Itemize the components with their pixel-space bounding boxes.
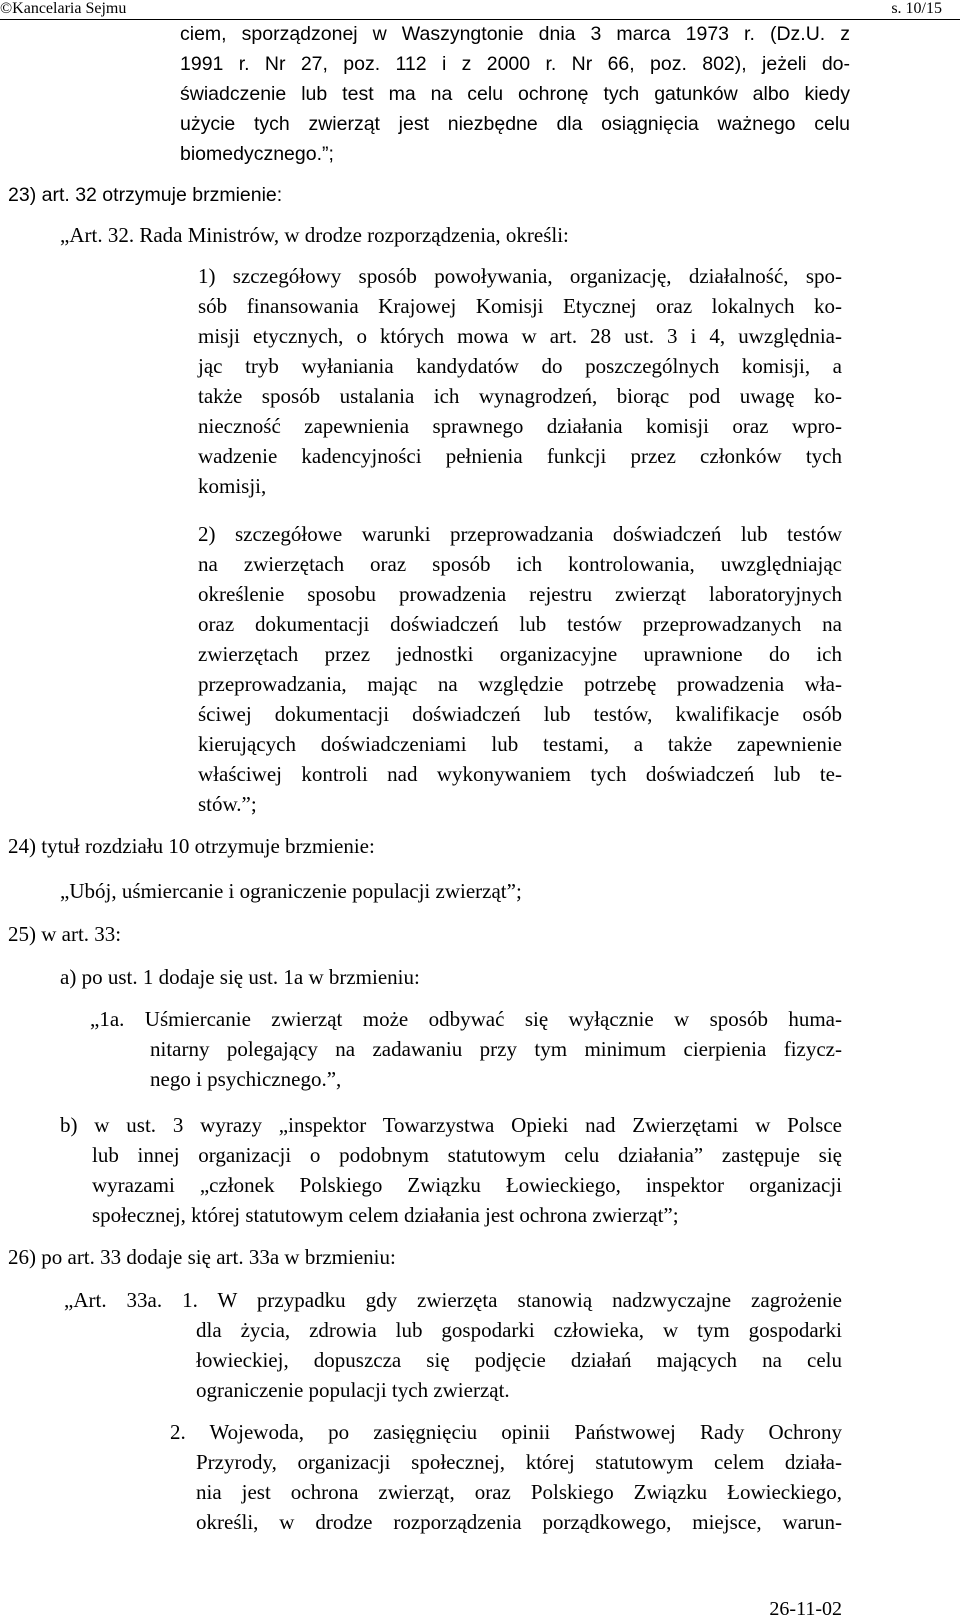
cont-line-3: świadczenie lub test ma na celu ochronę tych gatunków albo kiedy — [180, 83, 850, 105]
art-33a-1-line: ograniczenie populacji tych zwierząt. — [196, 1378, 510, 1402]
art-33a-2-line: określi, w drodze rozporządzenia porządkowego, miejsce, warun- — [196, 1510, 842, 1534]
item-1-line: wadzenie kadencyjności pełnienia funkcji przez członków tych — [198, 444, 842, 468]
cont-line-1: ciem, sporządzonej w Waszyngtonie dnia 3 marca 1973 r. (Dz.U. z — [180, 23, 850, 45]
point-26: 26) po art. 33 dodaje się art. 33a w brzmieniu: — [8, 1245, 396, 1269]
art-33a-1-line: „Art. 33a. 1. W przypadku gdy zwierzęta stanowią nadzwyczajne zagrożenie — [64, 1288, 842, 1312]
point-23: 23) art. 32 otrzymuje brzmienie: — [8, 184, 283, 206]
footer-date: 26-11-02 — [769, 1598, 842, 1620]
cont-line-4: użycie tych zwierząt jest niezbędne dla osiągnięcia ważnego celu — [180, 113, 850, 135]
art-33a-2-line: nia jest ochrona zwierząt, oraz Polskiego Związku Łowieckiego, — [196, 1480, 842, 1504]
item-2-line: przeprowadzania, mając na względzie potrzebę prowadzenia wła- — [198, 672, 842, 696]
item-2-line: kierujących doświadczeniami lub testami, a także zapewnienie — [198, 732, 842, 756]
art-33a-1-line: dla życia, zdrowia lub gospodarki człowieka, w tym gospodarki — [196, 1318, 842, 1342]
item-2-line: na zwierzętach oraz sposób ich kontrolowania, uwzględniając — [198, 552, 842, 576]
art-33a-1-line: łowieckiej, dopuszcza się podjęcie działań mających na celu — [196, 1348, 842, 1372]
item-1-line: także sposób ustalania ich wynagrodzeń, biorąc pod uwagę ko- — [198, 384, 842, 408]
item-2-line: 2) szczegółowe warunki przeprowadzania doświadczeń lub testów — [198, 522, 842, 546]
art-33a-2-line: Przyrody, organizacji społecznej, której statutowym celem działa- — [196, 1450, 842, 1474]
header-page-number: s. 10/15 — [891, 0, 942, 17]
par-1a-line: nego i psychicznego.”, — [150, 1067, 342, 1091]
item-2-line: oraz dokumentacji doświadczeń lub testów przeprowadzanych na — [198, 612, 842, 636]
cont-line-2: 1991 r. Nr 27, poz. 112 i z 2000 r. Nr 66, poz. 802), jeżeli do- — [180, 53, 850, 75]
header-source: ©Kancelaria Sejmu — [0, 0, 127, 17]
art-32-intro: „Art. 32. Rada Ministrów, w drodze rozporządzenia, określi: — [60, 223, 569, 247]
header-rule — [0, 19, 960, 20]
item-2-line: stów.”; — [198, 792, 257, 816]
item-1-line: nieczność zapewnienia sprawnego działania komisji oraz wpro- — [198, 414, 842, 438]
item-2-line: zwierzętach przez jednostki organizacyjne uprawnione do ich — [198, 642, 842, 666]
point-25: 25) w art. 33: — [8, 922, 122, 946]
item-1-line: komisji, — [198, 474, 267, 498]
art-33a-2-line: 2. Wojewoda, po zasięgnięciu opinii Państwowej Rady Ochrony — [170, 1420, 842, 1444]
cont-line-5: biomedycznego.”; — [180, 143, 334, 165]
item-2-line: ściwej dokumentacji doświadczeń lub testów, kwalifikacje osób — [198, 702, 842, 726]
item-1-line: 1) szczegółowy sposób powoływania, organizację, działalność, spo- — [198, 264, 842, 288]
par-1a-line: „1a. Uśmiercanie zwierząt może odbywać się wyłącznie w sposób huma- — [90, 1007, 842, 1031]
par-1a-line: nitarny polegający na zadawaniu przy tym minimum cierpienia fizycz- — [150, 1037, 842, 1061]
chapter-title-quote: „Ubój, uśmiercanie i ograniczenie populacji zwierząt”; — [60, 879, 522, 903]
item-1-line: jąc tryb wyłaniania kandydatów do poszczególnych komisji, a — [198, 354, 842, 378]
item-2-line: określenie sposobu prowadzenia rejestru zwierząt laboratoryjnych — [198, 582, 842, 606]
point-24: 24) tytuł rozdziału 10 otrzymuje brzmienie: — [8, 834, 375, 858]
point-25b-line: b) w ust. 3 wyrazy „inspektor Towarzystwa Opieki nad Zwierzętami w Polsce — [60, 1113, 842, 1137]
point-25b-line: społecznej, której statutowym celem działania jest ochrona zwierząt”; — [92, 1203, 679, 1227]
item-2-line: właściwej kontroli nad wykonywaniem tych doświadczeń lub te- — [198, 762, 842, 786]
point-25a: a) po ust. 1 dodaje się ust. 1a w brzmieniu: — [60, 965, 420, 989]
item-1-line: misji etycznych, o których mowa w art. 28 ust. 3 i 4, uwzględnia- — [198, 324, 842, 348]
point-25b-line: lub innej organizacji o podobnym statutowym celu działania” zastępuje się — [92, 1143, 842, 1167]
point-25b-line: wyrazami „członek Polskiego Związku Łowieckiego, inspektor organizacji — [92, 1173, 842, 1197]
item-1-line: sób finansowania Krajowej Komisji Etycznej oraz lokalnych ko- — [198, 294, 842, 318]
